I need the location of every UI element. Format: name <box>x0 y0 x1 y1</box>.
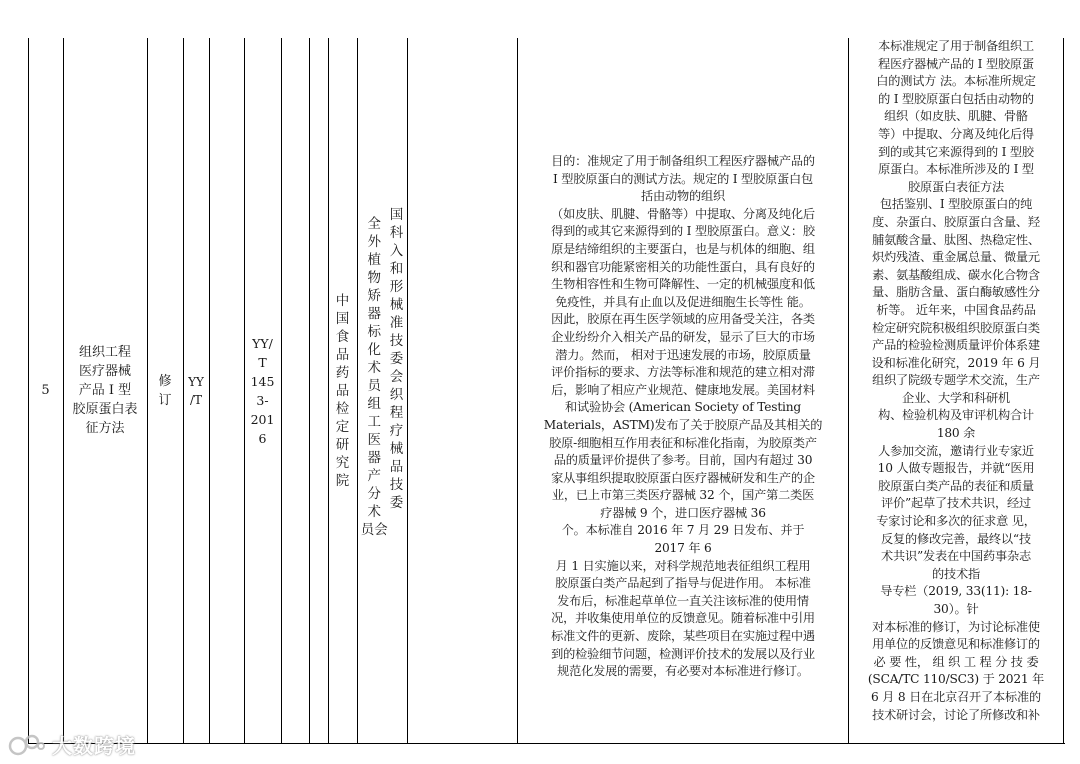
empty-cell <box>309 38 328 743</box>
watermark <box>8 730 136 759</box>
watermark-text: 大数跨境 <box>52 734 136 758</box>
committee-name-a: 全 外 植 物 矫 器 标 化 术 员 组 工 医 器 产 分 术 员会 <box>360 215 388 538</box>
revision-type-cell <box>147 38 183 743</box>
purpose-and-significance: 目的：准规定了用于制备组织工程医疗器械产品的 I 型胶原蛋白的测试方法。规定的 I 型胶原蛋白包 括由动物的组织 （如皮肤、肌腱、骨骼等）中提取、分离及纯化后 得到的或其它来源得到的 I 型胶原蛋白。意义：胶 原是结缔组织的主要蛋白，也是与机体的细胞、组 织和器官功能紧密相关的功能性蛋白，具有良好的 生物相容性和生物可降解性、一定的机械强度和低 免疫性，并具有止血以及促进细胞生长等性 能。 因此，胶原在再生医学领域的应用备受关注，各类 企业纷纷介入相关产品的研发，显示了巨大的市场 潜力。然而， 相对于迅速发展的市场，胶原质量 评价指标的要求、方法等标准和规范的建立相对滞 后，影响了相应产业规范、健康地发展。美国材料 和试验协会 (American Society of Testing Materials，ASTM)发布了关于胶原产品及其相关的 胶原-细胞相互作用表征和标准化指南，为胶原类产 品的质量评价提供了参考。目前，国内有超过 30 家从事组织提取胶原蛋白医疗器械研发和生产的企 业，已上市第三类医疗器械 32 个，国产第二类医 疗器械 9 个，进口医疗器械 36 个。本标准自 2016 年 7 月 29 日发布、并于 2017 年 6 月 1 日实施以来，对科学规范地表征组织工程用 胶原蛋白类产品起到了指导与促进作用。 本标准 发布后，标准起草单位一直关注该标准的使用情 况，并收集使用单位的反馈意见。随着标准中引用 标准文件的更新、废除，某些项目在实施过程中遇 到的检验细节问题，检测评价技术的发展以及行业 规范化发展的需要，有必要对本标准进行修订。 <box>543 154 823 679</box>
table-rule <box>407 38 408 743</box>
table-border-right <box>1063 38 1064 743</box>
table-row-index <box>28 38 63 743</box>
standards-table <box>28 38 1065 744</box>
brand-logo-icon <box>8 732 46 758</box>
standard-name: 组织工程 医疗器械 产品 I 型 胶原蛋白表 征方法 <box>72 345 138 436</box>
table-rule <box>848 38 849 743</box>
table-rule <box>281 38 282 743</box>
revision-type: 修 订 <box>158 373 172 408</box>
standard-category-cell <box>183 38 209 743</box>
standard-name-cell <box>63 38 147 743</box>
drafting-organization: 中 国 食 品 药 品 检 定 研 究 院 <box>335 292 350 489</box>
committee-name-b: 国 科 入 和 形 械 准 技 委 会 织 程 疗 械 品 技 委 <box>389 206 404 511</box>
background-description: 本标准规定了用于制备组织工 程医疗器械产品的 I 型胶原蛋 白的测试方 法。本标准所规定 的 I 型胶原蛋白包括由动物的 组织（如皮肤、肌腱、骨骼 等）中提取、分离及纯化后得 到的或其它来源得到的 I 型胶 原蛋白。本标准所涉及的 I 型 胶原蛋白表征方法 包括鉴别、I 型胶原蛋白的纯 度、杂蛋白、胶原蛋白含量、羟 脯氨酸含量、肽图、热稳定性、 炽灼残渣、重金属总量、微量元 素、氨基酸组成、碳水化合物含 量、脂肪含量、蛋白酶敏感性分 析等。 近年来，中国食品药品 检定研究院积极组织胶原蛋白类 产品的检验检测质量评价体系建 设和标准化研究，2019 年 6 月 组织了院级专题学术交流，生产 企业、大学和科研机 构、检验机构及审评机构合计 180 余 人参加交流，邀请行业专家近 10 人做专题报告，并就“医用 胶原蛋白类产品的表征和质量 评价”起草了技术共识，经过 专家讨论和多次的征求意 见， 反复的修改完善，最终以“技 术共识”发表在中国药事杂志 的技术指 导专栏（2019, 33(11): 18- 30）。针 对本标准的修订，为讨论标准使 用单位的反馈意见和标准修订的 必 要 性， 组 织 工 程 分 技 委 (SCA/TC 110/SC3) 于 2021 年 6 月 8 日在北京召开了本标准的 技术研讨会，讨论了所修改和补 <box>867 39 1045 722</box>
table-rule <box>209 38 210 743</box>
table-rule <box>517 38 518 743</box>
committee-cell <box>357 38 407 743</box>
organization-cell <box>328 38 357 743</box>
row-index: 5 <box>41 383 50 398</box>
standard-number-cell <box>244 38 281 743</box>
standard-number: YY/ T 145 3- 201 6 <box>250 335 275 446</box>
standard-category: YY /T <box>188 374 204 407</box>
